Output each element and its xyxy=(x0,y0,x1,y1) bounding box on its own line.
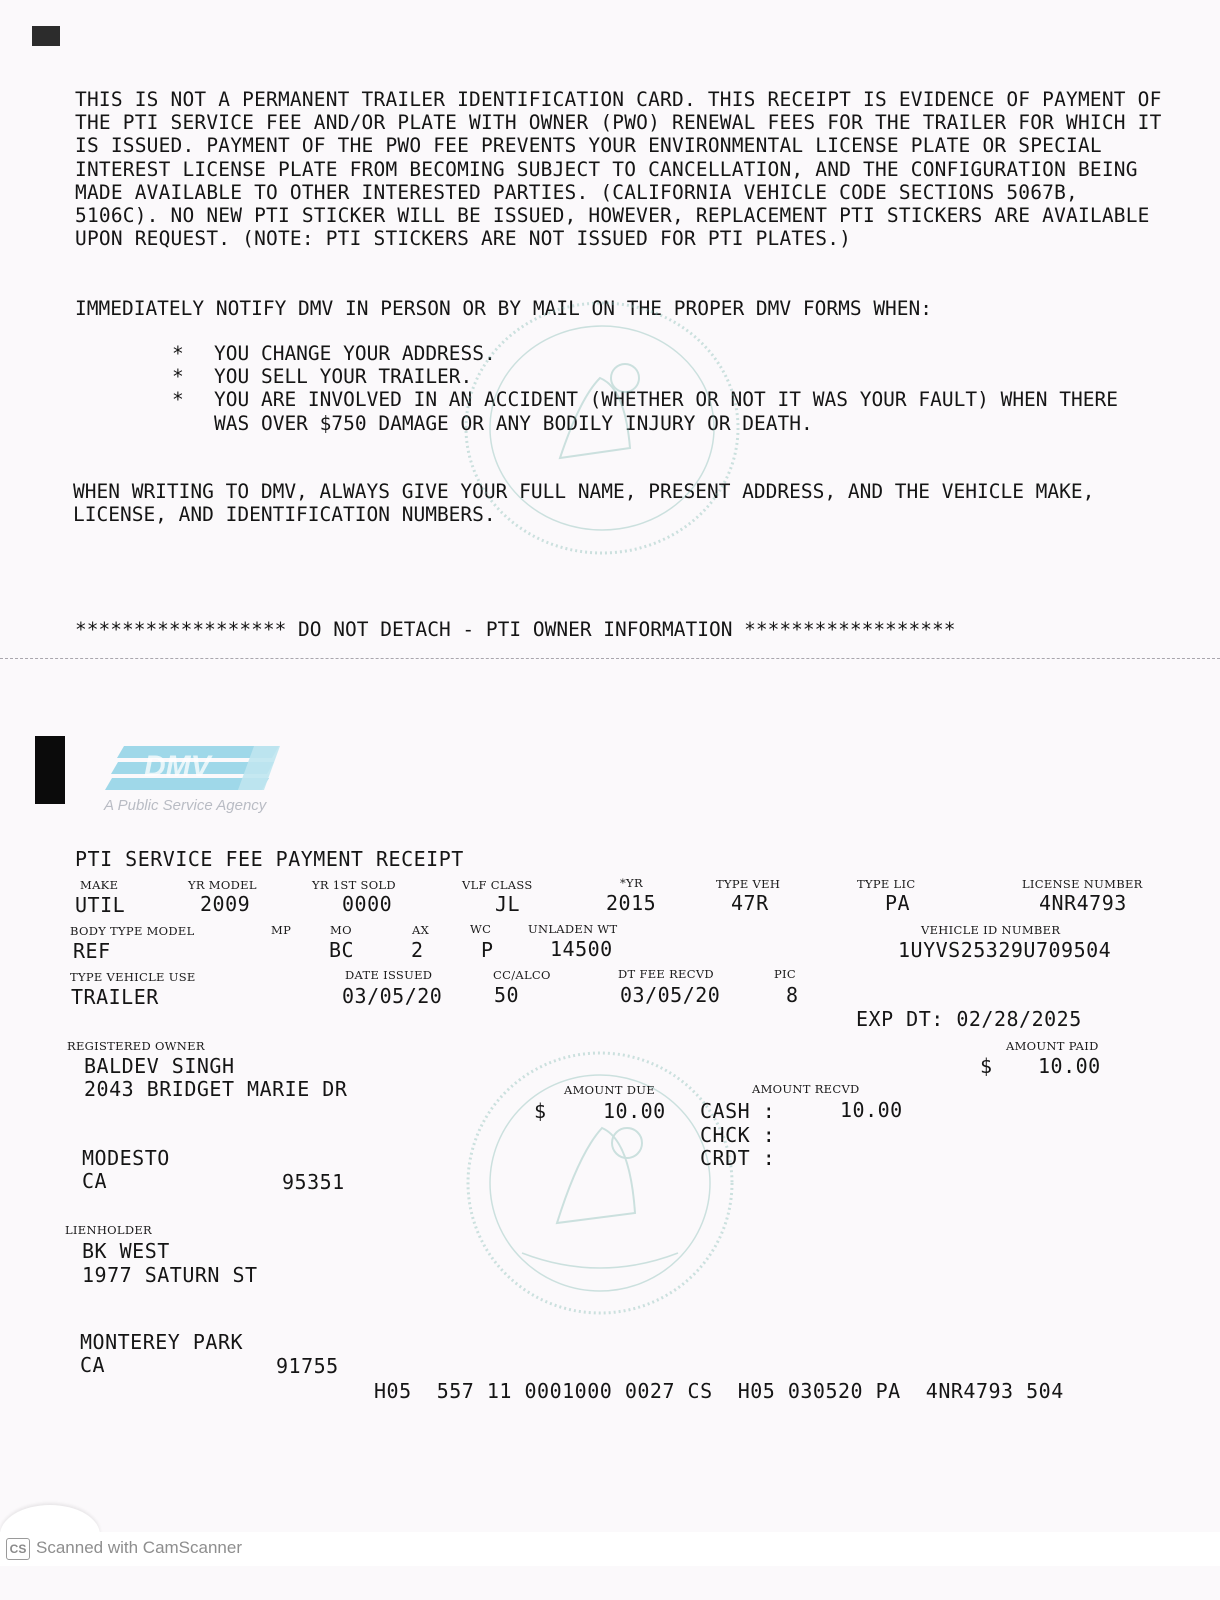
value-mo: BC xyxy=(329,938,355,962)
lienholder-name: BK WEST xyxy=(82,1239,170,1263)
label-registered-owner: REGISTERED OWNER xyxy=(67,1039,205,1053)
label-yr: *YR xyxy=(620,876,643,890)
svg-text:DMV: DMV xyxy=(144,750,211,783)
value-vlf-class: JL xyxy=(495,892,521,916)
perforation-line xyxy=(0,658,1220,659)
owner-name: BALDEV SINGH xyxy=(84,1054,235,1078)
bullet-star: * xyxy=(172,342,184,365)
lienholder-city: MONTEREY PARK xyxy=(80,1330,244,1354)
lienholder-zip: 91755 xyxy=(276,1354,339,1378)
label-amount-paid: AMOUNT PAID xyxy=(1006,1039,1099,1053)
label-type-lic: TYPE LIC xyxy=(857,877,916,891)
value-make: UTIL xyxy=(75,893,126,917)
state-seal-watermark xyxy=(460,298,745,558)
label-type-vehicle-use: TYPE VEHICLE USE xyxy=(70,970,196,984)
value-date-issued: 03/05/20 xyxy=(342,984,443,1008)
lienholder-state: CA xyxy=(80,1353,106,1377)
value-type-lic: PA xyxy=(885,891,911,915)
label-ax: AX xyxy=(412,923,430,937)
payment-check-label: CHCK : xyxy=(700,1123,776,1147)
footer-transaction-codes: H05 557 11 0001000 0027 CS H05 030520 PA 4NR4793 504 xyxy=(374,1379,1064,1403)
bullet-star: * xyxy=(172,388,184,412)
value-license-number: 4NR4793 xyxy=(1039,891,1127,915)
dmv-agency-tagline: A Public Service Agency xyxy=(104,797,267,814)
label-mo: MO xyxy=(330,923,352,937)
notify-heading: IMMEDIATELY NOTIFY DMV IN PERSON OR BY MAIL ON THE PROPER DMV FORMS WHEN: xyxy=(75,297,933,320)
label-yr-model: YR MODEL xyxy=(188,878,257,892)
notice-text: THIS IS NOT A PERMANENT TRAILER IDENTIFICATION CARD. THIS RECEIPT IS EVIDENCE OF PAYMENT OF THE PTI SERVICE FEE AND/OR PLATE WITH OWNER (PWO) RENEWAL FEES FOR THE TRAILER FOR WHICH IT IS ISSUED. PAYMENT OF THE PWO FEE PREVENTS YOUR ENVIRONMENTAL LICENSE PLATE OR SPECIAL INTEREST LICENSE PLATE FROM BECOMING SUBJECT TO CANCELLATION, AND THE CONFIGURATION BEING MADE AVAILABLE TO OTHER INTERESTED PARTIES. (CALIFORNIA VEHICLE CODE SECTIONS 5067B, 5106C). NO NEW PTI STICKER WILL BE ISSUED, HOWEVER, REPLACEMENT PTI STICKERS ARE AVAILABLE UPON REQUEST. (NOTE: PTI STICKERS ARE NOT ISSUED FOR PTI PLATES.) xyxy=(75,88,1162,251)
amount-due-value: 10.00 xyxy=(603,1099,666,1123)
label-dt-fee-recvd: DT FEE RECVD xyxy=(618,967,714,981)
value-type-veh: 47R xyxy=(731,891,769,915)
label-vlf-class: VLF CLASS xyxy=(462,878,533,892)
label-unladen-wt: UNLADEN WT xyxy=(528,922,618,936)
label-make: MAKE xyxy=(80,878,119,892)
value-yr-model: 2009 xyxy=(200,892,251,916)
camscanner-icon: CS xyxy=(6,1538,30,1560)
label-date-issued: DATE ISSUED xyxy=(345,968,433,982)
amount-paid-value: 10.00 xyxy=(1038,1054,1101,1078)
label-amount-recvd: AMOUNT RECVD xyxy=(752,1082,860,1096)
payment-cash-label: CASH : xyxy=(700,1099,776,1123)
value-wc: P xyxy=(481,938,494,962)
value-pic: 8 xyxy=(786,983,799,1007)
scanner-watermark-bar xyxy=(0,1532,1220,1566)
bullet-text: YOU ARE INVOLVED IN AN ACCIDENT (WHETHER OR NOT IT WAS YOUR FAULT) WHEN THERE WAS OVER $750 DAMAGE OR ANY BODILY INJURY OR DEATH. xyxy=(214,388,1118,435)
expiration-date: EXP DT: 02/28/2025 xyxy=(856,1007,1082,1031)
value-vehicle-id: 1UYVS25329U709504 xyxy=(898,938,1112,962)
value-type-vehicle-use: TRAILER xyxy=(71,985,159,1009)
camscanner-text: Scanned with CamScanner xyxy=(36,1538,243,1557)
label-type-veh: TYPE VEH xyxy=(716,877,781,891)
value-yr-1st-sold: 0000 xyxy=(342,892,393,916)
label-yr-1st-sold: YR 1ST SOLD xyxy=(312,878,396,892)
scan-marker-top xyxy=(32,26,60,46)
value-yr: 2015 xyxy=(606,891,657,915)
label-mp: MP xyxy=(271,923,292,937)
bullet-text: YOU CHANGE YOUR ADDRESS. xyxy=(214,342,496,365)
label-vehicle-id: VEHICLE ID NUMBER xyxy=(921,923,1061,937)
payment-credit-label: CRDT : xyxy=(700,1146,776,1170)
label-wc: WC xyxy=(470,922,492,936)
label-body-type-model: BODY TYPE MODEL xyxy=(70,924,195,938)
owner-state: CA xyxy=(82,1169,108,1193)
lienholder-street: 1977 SATURN ST xyxy=(82,1263,258,1287)
label-license-number: LICENSE NUMBER xyxy=(1022,877,1143,891)
label-cc-alco: CC/ALCO xyxy=(493,968,551,982)
scan-marker-side xyxy=(35,736,65,804)
owner-street: 2043 BRIDGET MARIE DR xyxy=(84,1077,348,1101)
owner-zip: 95351 xyxy=(282,1170,345,1194)
notice-paragraph xyxy=(75,88,1165,250)
value-body-type-model: REF xyxy=(73,939,111,963)
payment-cash-value: 10.00 xyxy=(840,1098,903,1122)
receipt-title: PTI SERVICE FEE PAYMENT RECEIPT xyxy=(75,847,464,871)
amount-paid-currency: $ xyxy=(980,1054,993,1078)
detach-banner: ****************** DO NOT DETACH - PTI OWNER INFORMATION ****************** xyxy=(75,618,956,641)
value-unladen-wt: 14500 xyxy=(550,937,613,961)
value-dt-fee-recvd: 03/05/20 xyxy=(620,983,721,1007)
bullet-star: * xyxy=(172,365,184,389)
label-lienholder: LIENHOLDER xyxy=(65,1223,153,1237)
writing-instructions: WHEN WRITING TO DMV, ALWAYS GIVE YOUR FULL NAME, PRESENT ADDRESS, AND THE VEHICLE MAKE, LICENSE, AND IDENTIFICATION NUMBERS. xyxy=(73,480,1095,527)
bullet-text: YOU SELL YOUR TRAILER. xyxy=(214,365,473,389)
value-ax: 2 xyxy=(411,938,424,962)
label-amount-due: AMOUNT DUE xyxy=(564,1083,655,1097)
label-pic: PIC xyxy=(774,967,796,981)
value-cc-alco: 50 xyxy=(494,983,520,1007)
amount-due-currency: $ xyxy=(534,1099,547,1123)
owner-city: MODESTO xyxy=(82,1146,170,1170)
